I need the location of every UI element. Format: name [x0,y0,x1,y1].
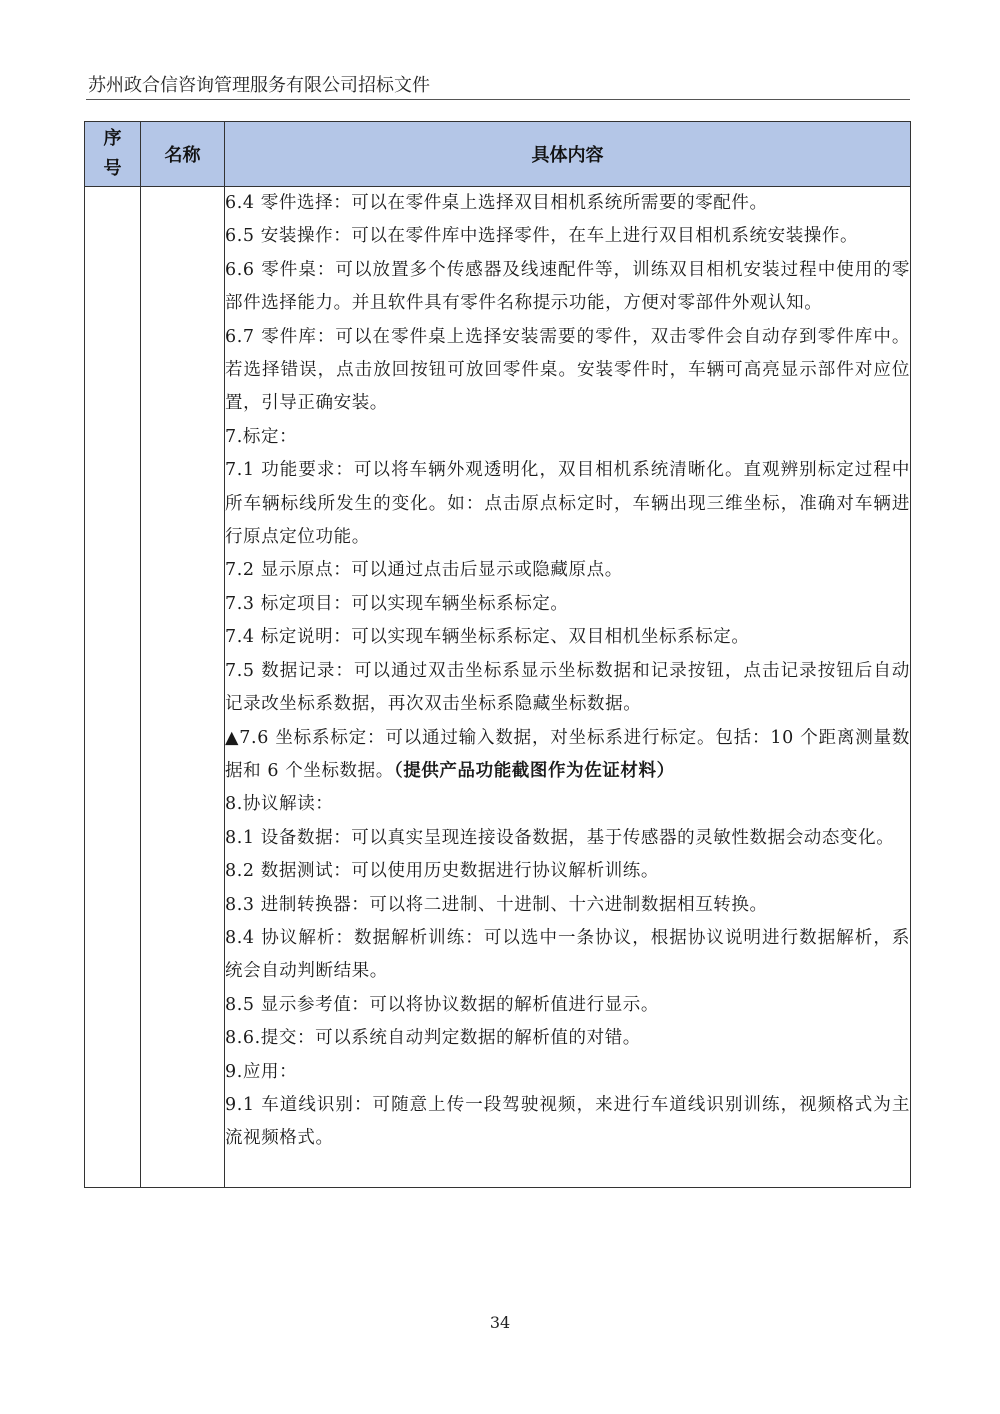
header-rule [86,99,910,100]
paragraph: 8.5 显示参考值：可以将协议数据的解析值进行显示。 [225,994,659,1015]
paragraph: 6.5 安装操作：可以在零件库中选择零件，在车上进行双目相机系统安装操作。 [225,226,859,247]
paragraph: 6.6 零件桌：可以放置多个传感器及线速配件等，训练双目相机安装过程中使用的零部件选择能力。并且软件具有零件名称提示功能，方便对零部件外观认知。 [225,259,910,314]
paragraph: 7.标定： [225,426,298,447]
evidence-note: （提供产品功能截图作为佐证材料） [393,760,675,781]
paragraph: 7.1 功能要求：可以将车辆外观透明化，双目相机系统清晰化。直观辨别标定过程中所车辆标线所发生的变化。如：点击原点标定时，车辆出现三维坐标，准确对车辆进行原点定位功能。 [225,460,910,548]
paragraph: 7.4 标定说明：可以实现车辆坐标系标定、双目相机坐标系标定。 [225,627,750,648]
paragraph: 7.3 标定项目：可以实现车辆坐标系标定。 [225,593,569,614]
paragraph-7-6 [225,722,910,789]
paragraph: 8.3 进制转换器：可以将二进制、十进制、十六进制数据相互转换。 [225,894,768,915]
column-header-name: 名称 [141,122,225,187]
name-cell [141,187,225,1188]
page-number: 34 [489,1313,511,1332]
column-header-seq-label: 序号 [103,128,122,179]
spec-table [84,121,911,1188]
paragraph: 8.协议解读： [225,794,334,815]
content-cell [225,187,911,1188]
paragraph: 8.2 数据测试：可以使用历史数据进行协议解析训练。 [225,861,659,882]
paragraph: 9.1 车道线识别：可随意上传一段驾驶视频，来进行车道线识别训练，视频格式为主流视频格式。 [225,1094,910,1149]
seq-cell [85,187,141,1188]
column-header-seq [85,122,141,187]
table-header-row [85,122,911,187]
paragraph: 9.应用： [225,1061,298,1082]
paragraph: 6.4 零件选择：可以在零件桌上选择双目相机系统所需要的零配件。 [225,193,768,213]
paragraph: 8.1 设备数据：可以真实呈现连接设备数据，基于传感器的灵敏性数据会动态变化。 [225,827,895,848]
paragraph: 7.5 数据记录：可以通过双击坐标系显示坐标数据和记录按钮，点击记录按钮后自动记录改坐标系数据，再次双击坐标系隐藏坐标数据。 [225,660,910,715]
document-header: 苏州政合信咨询管理服务有限公司招标文件 [88,75,430,96]
column-header-content: 具体内容 [225,122,911,187]
table-row [85,187,911,1188]
paragraph: 8.4 协议解析：数据解析训练：可以选中一条协议，根据协议说明进行数据解析，系统会自动判断结果。 [225,927,910,982]
paragraph-7-6-text: ▲7.6 坐标系标定：可以通过输入数据，对坐标系进行标定。包括：10 个距离测量数据和 6 个坐标数据。 [225,727,910,781]
paragraph: 6.7 零件库：可以在零件桌上选择安装需要的零件，双击零件会自动存到零件库中。若选择错误，点击放回按钮可放回零件桌。安装零件时，车辆可高亮显示部件对应位置，引导正确安装。 [225,326,910,414]
paragraph: 7.2 显示原点：可以通过点击后显示或隐藏原点。 [225,560,623,581]
paragraph: 8.6.提交：可以系统自动判定数据的解析值的对错。 [225,1028,641,1049]
